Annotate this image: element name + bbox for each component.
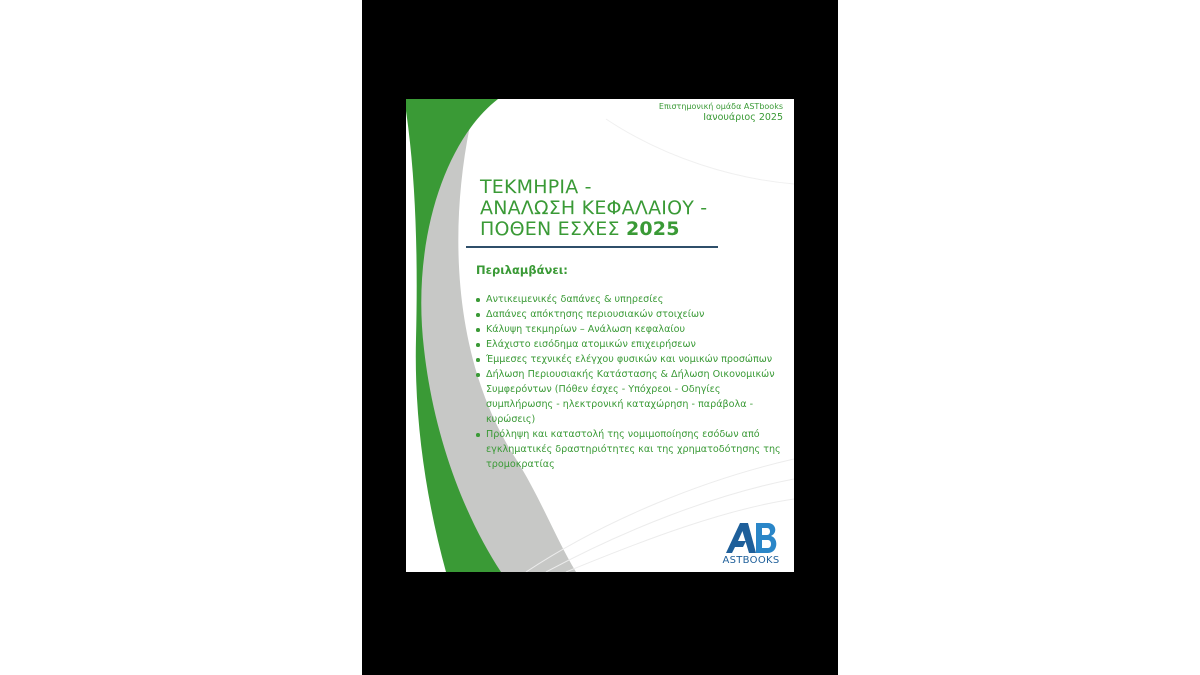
list-item: Κάλυψη τεκμηρίων – Ανάλωση κεφαλαίου [486, 322, 786, 337]
title-line-3 [480, 219, 790, 240]
astbooks-logo-icon [716, 519, 786, 555]
header-team: Επιστημονική ομάδα ASTbooks [658, 102, 783, 111]
logo-text: ASTBOOKS [722, 555, 780, 566]
title-line-3-text: ΠΟΘΕΝ ΕΣΧΕΣ [480, 218, 620, 240]
list-item: Δαπάνες απόκτησης περιουσιακών στοιχείων [486, 307, 786, 322]
includes-label: Περιλαμβάνει: [476, 263, 568, 277]
list-item: Πρόληψη και καταστολή της νομιμοποίησης εσόδων από εγκληματικές δραστηριότητες και της χρηματοδότησης της τρομοκρατίας [486, 427, 786, 472]
header-date: Ιανουάριος 2025 [703, 112, 783, 123]
title-divider [466, 246, 718, 248]
list-item: Δήλωση Περιουσιακής Κατάστασης & Δήλωση Οικονομικών Συμφερόντων (Πόθεν έσχες - Υπόχρεοι - Οδηγίες συμπλήρωσης - ηλεκτρονική καταχώρηση - παράβολα - κυρώσεις) [486, 367, 786, 427]
list-item: Ελάχιστο εισόδημα ατομικών επιχειρήσεων [486, 337, 786, 352]
title-line-1: ΤΕΚΜΗΡΙΑ - [480, 176, 592, 198]
title-line-2: ΑΝΑΛΩΣΗ ΚΕΦΑΛΑΙΟΥ - [480, 197, 708, 219]
list-item: Αντικειμενικές δαπάνες & υπηρεσίες [486, 292, 786, 307]
astbooks-logo [716, 519, 786, 569]
contents-list [476, 292, 786, 472]
title-year: 2025 [625, 218, 680, 240]
list-item: Έμμεσες τεχνικές ελέγχου φυσικών και νομικών προσώπων [486, 352, 786, 367]
book-cover [406, 99, 794, 572]
cover-title [480, 177, 790, 240]
